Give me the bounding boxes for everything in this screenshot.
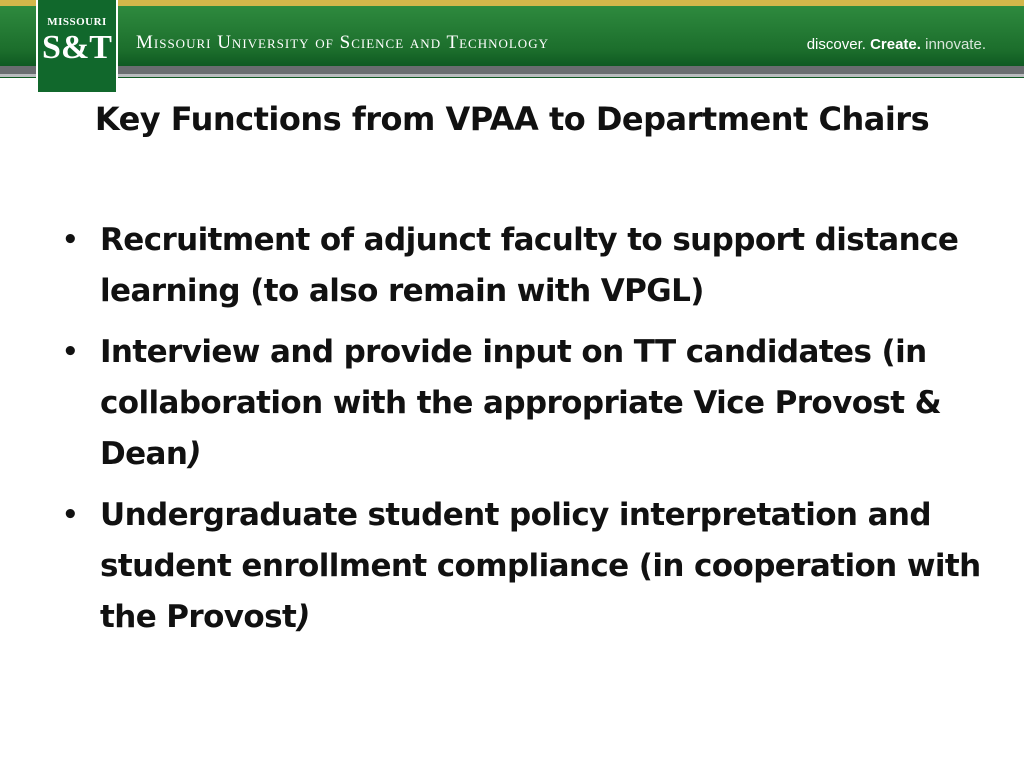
bullet-text: Undergraduate student policy interpretation and student enrollment compliance (in cooperation with the Provost [100,497,981,635]
tagline-create: Create. [870,36,921,53]
bullet-text: Recruitment of adjunct faculty to support distance learning (to also remain with VPGL) [100,222,959,309]
bullet-tail: ) [296,599,310,635]
bullet-item [56,490,986,643]
bullet-tail: ) [187,436,201,472]
tagline-discover: discover. [806,36,866,53]
tagline-innovate: innovate. [925,36,986,53]
slide-title: Key Functions from VPAA to Department Chairs [94,100,930,138]
logo-main-text: S&T [42,29,112,66]
header-divider-light [0,74,1024,77]
university-name: Missouri University of Science and Technology [136,32,549,53]
bullet-item [56,215,986,317]
bullet-icon: • [62,500,79,530]
bullet-icon: • [62,225,79,255]
university-logo [36,0,118,92]
bullet-text: Interview and provide input on TT candidates (in collaboration with the appropriate Vice Provost & Dean [100,334,942,472]
bullet-icon: • [62,337,79,367]
logo-top-text: MISSOURI [47,16,107,28]
header-divider [0,66,1024,74]
bullet-item [56,327,986,480]
tagline [807,36,986,53]
bullet-list [56,215,986,653]
